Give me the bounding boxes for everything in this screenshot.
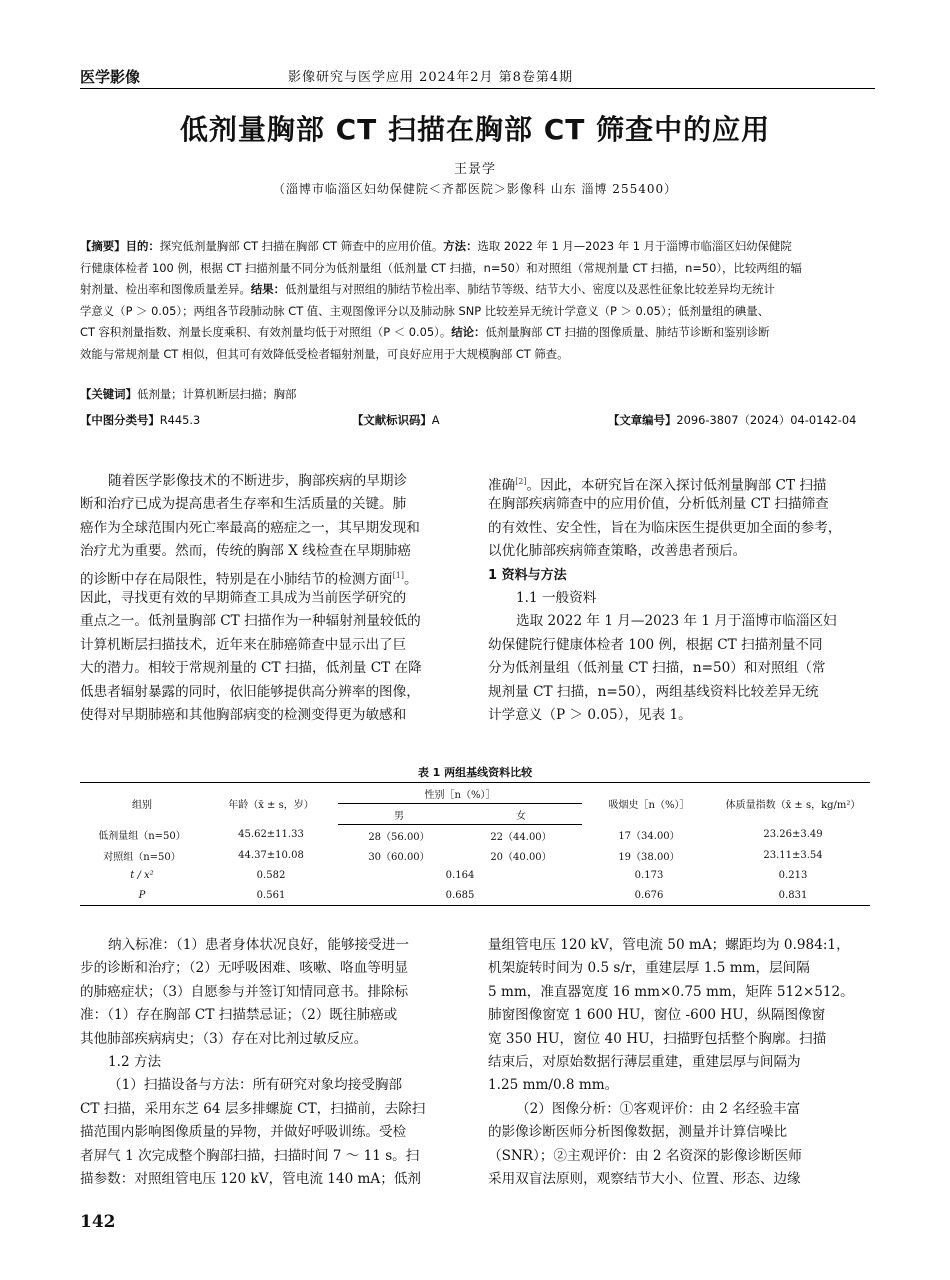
body-line: 1.25 mm/0.8 mm。 <box>488 1077 619 1094</box>
body-line: 步的诊断和治疗；（2）无呼吸困难、咳嗽、咯血等明显 <box>80 960 409 977</box>
abstract-text: CT 容积剂量指数、剂量长度乘积、有效剂量均低于对照组（P ＜ 0.05）。 <box>80 325 452 339</box>
cell-p-smoking: 0.676 <box>582 885 716 906</box>
cell-male: 30（60.00） <box>368 851 430 863</box>
abstract-text: 射剂量、检出率和图像质量差异。 <box>80 282 251 296</box>
clc-number <box>80 412 200 428</box>
cell-bmi: 23.26±3.49 <box>763 829 823 841</box>
table-row-p <box>80 885 870 906</box>
abstract-text: 低剂量胸部 CT 扫描的图像质量、肺结节诊断和鉴别诊断 <box>485 325 770 339</box>
abstract-text: 探究低剂量胸部 CT 扫描在胸部 CT 筛查中的应用价值。 <box>159 239 444 253</box>
article-title: 低剂量胸部 CT 扫描在胸部 CT 筛查中的应用 <box>179 113 771 146</box>
section-tag: 医学影像 <box>80 68 141 86</box>
abstract-text: 效能与常规剂量 CT 相似，但其可有效降低受检者辐射剂量，可良好应用于大规模胸部 CT 筛查。 <box>80 346 569 361</box>
abstract-label: 目的： <box>125 239 160 253</box>
cell-bmi: 23.11±3.54 <box>763 849 823 861</box>
clc-label: 【中图分类号】 <box>80 413 160 427</box>
body-line <box>80 564 462 587</box>
table-caption: 表 1 两组基线资料比较 <box>417 766 533 779</box>
body-line: 幼保健院行健康体检者 100 例，根据 CT 扫描剂量不同 <box>488 636 823 653</box>
cell-female: 20（40.00） <box>490 851 552 863</box>
cell-stat-age: 0.582 <box>256 869 286 881</box>
cell-smoking: 19（38.00） <box>618 851 680 863</box>
body-line: 的肺癌症状；（3）自愿参与并签订知情同意书。排除标 <box>80 983 409 1000</box>
doc-value: A <box>431 413 440 427</box>
body-line: 选取 2022 年 1 月—2023 年 1 月于淄博市临淄区妇 <box>516 613 837 630</box>
keywords-text: 低剂量；计算机断层扫描；胸部 <box>136 387 297 401</box>
cell-male: 28（56.00） <box>368 831 430 843</box>
affiliation: （淄博市临淄区妇幼保健院＜齐都医院＞影像科 山东 淄博 255400） <box>272 182 678 196</box>
abstract-line <box>80 258 875 280</box>
body-line: 在胸部疾病筛查中的应用价值，分析低剂量 CT 扫描筛查 <box>488 496 829 513</box>
abstract-line <box>80 301 875 323</box>
section-heading-1: 1 资料与方法 <box>488 567 567 583</box>
keywords <box>80 386 296 402</box>
article-number-value: 2096-3807（2024）04-0142-04 <box>676 413 857 427</box>
body-line: 因此，寻找更有效的早期筛查工具成为当前医学研究的 <box>80 589 407 606</box>
abstract-line <box>80 236 875 258</box>
body-line: 计学意义（P ＞ 0.05），见表 1。 <box>488 706 692 723</box>
header-rule <box>80 88 875 89</box>
abstract-line <box>80 344 875 366</box>
cell-stat-sex: 0.164 <box>445 869 475 881</box>
body-line: 描参数：对照组管电压 120 kV，管电流 140 mA；低剂 <box>80 1170 422 1187</box>
table-row <box>80 845 870 865</box>
abstract-label: 方法： <box>443 239 478 253</box>
body-line: 者屏气 1 次完成整个胸部扫描，扫描时间 7 ～ 11 s。扫 <box>80 1147 420 1164</box>
body-line: 5 mm，准直器宽度 16 mm×0.75 mm，矩阵 512×512。 <box>488 983 854 1000</box>
author: 王景学 <box>453 162 496 177</box>
body-line: 使得对早期肺癌和其他胸部病变的检测变得更为敏感和 <box>80 706 407 723</box>
body-line: 纳入标准：（1）患者身体状况良好，能够接受进一 <box>108 937 409 953</box>
citation-2: [2] <box>515 477 527 486</box>
body-line: 计算机断层扫描技术，近年来在肺癌筛查中显示出了巨 <box>80 636 407 653</box>
body-text: 准确 <box>488 477 516 494</box>
header-age: 年龄（x̄ ± s，岁） <box>204 783 338 825</box>
body-column-bottom-left <box>80 934 462 1191</box>
body-line: （2）图像分析：①客观评价：由 2 名经验丰富 <box>516 1100 801 1117</box>
header-sex: 性别［n（%）］ <box>338 783 582 804</box>
body-line: 准：（1）存在胸部 CT 扫描禁忌证；（2）既往肺癌或 <box>80 1007 398 1024</box>
abstract-label: 结果： <box>250 282 286 296</box>
journal-info: 影像研究与医学应用 2024年2月 第8卷第4期 <box>288 70 574 85</box>
header-female: 女 <box>460 804 582 825</box>
cell-age: 45.62±11.33 <box>238 829 304 841</box>
cell-stat-label: t / x² <box>130 869 154 881</box>
cell-p-age: 0.561 <box>204 885 338 906</box>
subsection-heading-1-2: 1.2 方法 <box>108 1053 162 1070</box>
body-line: 以优化肺部疾病筛查策略，改善患者预后。 <box>488 543 747 560</box>
cell-stat-bmi: 0.213 <box>778 869 808 881</box>
cell-p-sex: 0.685 <box>338 885 582 906</box>
abstract-text: 选取 2022 年 1 月—2023 年 1 月于淄博市临淄区妇幼保健院 <box>477 239 792 253</box>
body-line: 低患者辐射暴露的同时，依旧能够提供高分辨率的图像， <box>80 683 420 700</box>
abstract-text: 低剂量组与对照组的肺结节检出率、肺结节等级、结节大小、密度以及恶性征象比较差异均无统计 <box>285 282 775 296</box>
body-line: 描范围内影响图像质量的异物，并做好呼吸训练。受检 <box>80 1124 407 1141</box>
header-bmi: 体质量指数（x̄ ± s，kg/m²） <box>716 783 870 825</box>
article-number <box>608 412 856 428</box>
cell-smoking: 17（34.00） <box>618 831 680 843</box>
keywords-label: 【关键词】 <box>80 387 137 401</box>
abstract-line <box>80 279 875 301</box>
body-line: 的影像诊断医师分析图像数据，测量并计算信噪比 <box>488 1124 788 1141</box>
body-line: CT 扫描，采用东芝 64 层多排螺旋 CT，扫描前，去除扫 <box>80 1100 426 1117</box>
body-line: 的有效性、安全性，旨在为临床医生提供更加全面的参考， <box>488 519 842 536</box>
clc-value: R445.3 <box>159 413 201 427</box>
header-male: 男 <box>338 804 460 825</box>
body-line: 其他肺部疾病病史；（3）存在对比剂过敏反应。 <box>80 1030 368 1047</box>
cell-p-label: P <box>80 885 204 906</box>
body-line <box>488 470 870 493</box>
body-text: 。 <box>404 571 418 587</box>
body-text: 。因此，本研究旨在深入探讨低剂量胸部 CT 扫描 <box>526 477 827 494</box>
citation-1: [1] <box>392 570 404 580</box>
abstract-text: 行健康体检者 100 例，根据 CT 扫描剂量不同分为低剂量组（低剂量 CT 扫描，n=50）和对照组（常规剂量 CT 扫描，n=50），比较两组的辐 <box>80 260 802 275</box>
cell-group: 低剂量组（n=50） <box>98 831 186 843</box>
body-text: 的诊断中存在局限性，特别是在小肺结节的检测方面 <box>80 571 393 587</box>
body-line: 随着医学影像技术的不断进步，胸部疾病的早期诊 <box>108 473 408 489</box>
abstract-label: 结论： <box>451 325 486 339</box>
body-line: 宽 350 HU，窗位 40 HU，扫描野包括整个胸廓。扫描 <box>488 1030 827 1047</box>
doc-label: 【文献标识码】 <box>352 413 432 427</box>
body-line: 肺窗图像窗宽 1 600 HU，窗位 -600 HU，纵隔图像窗 <box>488 1007 826 1024</box>
table-row-stat <box>80 865 870 885</box>
body-line: （SNR）；②主观评价：由 2 名资深的影像诊断医师 <box>488 1147 802 1164</box>
body-line: 治疗尤为重要。然而，传统的胸部 X 线检查在早期肺癌 <box>80 543 411 560</box>
header-smoking: 吸烟史［n（%）］ <box>582 783 716 825</box>
body-line: （1）扫描设备与方法：所有研究对象均接受胸部 <box>108 1077 403 1094</box>
body-line: 大的潜力。相较于常规剂量的 CT 扫描，低剂量 CT 在降 <box>80 660 422 677</box>
header-group: 组别 <box>80 783 204 825</box>
baseline-table <box>80 782 870 906</box>
cell-female: 22（44.00） <box>490 831 552 843</box>
cell-stat-smoking: 0.173 <box>634 869 664 881</box>
article-number-label: 【文章编号】 <box>608 413 677 427</box>
subsection-heading-1-1: 1.1 一般资料 <box>516 589 597 606</box>
body-column-top-right <box>488 470 870 727</box>
cell-group: 对照组（n=50） <box>103 851 181 863</box>
body-line: 重点之一。低剂量胸部 CT 扫描作为一种辐射剂量较低的 <box>80 613 421 630</box>
body-column-top-left <box>80 470 462 727</box>
cell-p-bmi: 0.831 <box>716 885 870 906</box>
page-number: 142 <box>80 1212 116 1232</box>
body-line: 结束后，对原始数据行薄层重建，重建层厚与间隔为 <box>488 1053 801 1070</box>
body-column-bottom-right <box>488 934 870 1191</box>
abstract-label: 【摘要】 <box>80 239 126 253</box>
table-row <box>80 825 870 846</box>
body-line: 量组管电压 120 kV，管电流 50 mA；螺距均为 0.984:1， <box>488 937 850 953</box>
abstract-text: 学意义（P ＞ 0.05）；两组各节段肺动脉 CT 值、主观图像评分以及肺动脉 SNP 比较差异无统计学意义（P ＞ 0.05）；低剂量组的碘量、 <box>80 303 770 318</box>
cell-age: 44.37±10.08 <box>238 849 304 861</box>
body-line: 癌作为全球范围内死亡率最高的癌症之一，其早期发现和 <box>80 519 420 536</box>
doc-code <box>352 412 440 428</box>
body-line: 采用双盲法原则，观察结节大小、位置、形态、边缘 <box>488 1170 801 1187</box>
body-line: 分为低剂量组（低剂量 CT 扫描，n=50）和对照组（常 <box>488 660 826 677</box>
body-line: 断和治疗已成为提高患者生存率和生活质量的关键。肺 <box>80 496 407 513</box>
body-line: 机架旋转时间为 0.5 s/r，重建层厚 1.5 mm，层间隔 <box>488 960 810 977</box>
abstract-line <box>80 322 875 344</box>
body-line: 规剂量 CT 扫描，n=50），两组基线资料比较差异无统 <box>488 683 819 700</box>
abstract <box>80 236 875 365</box>
